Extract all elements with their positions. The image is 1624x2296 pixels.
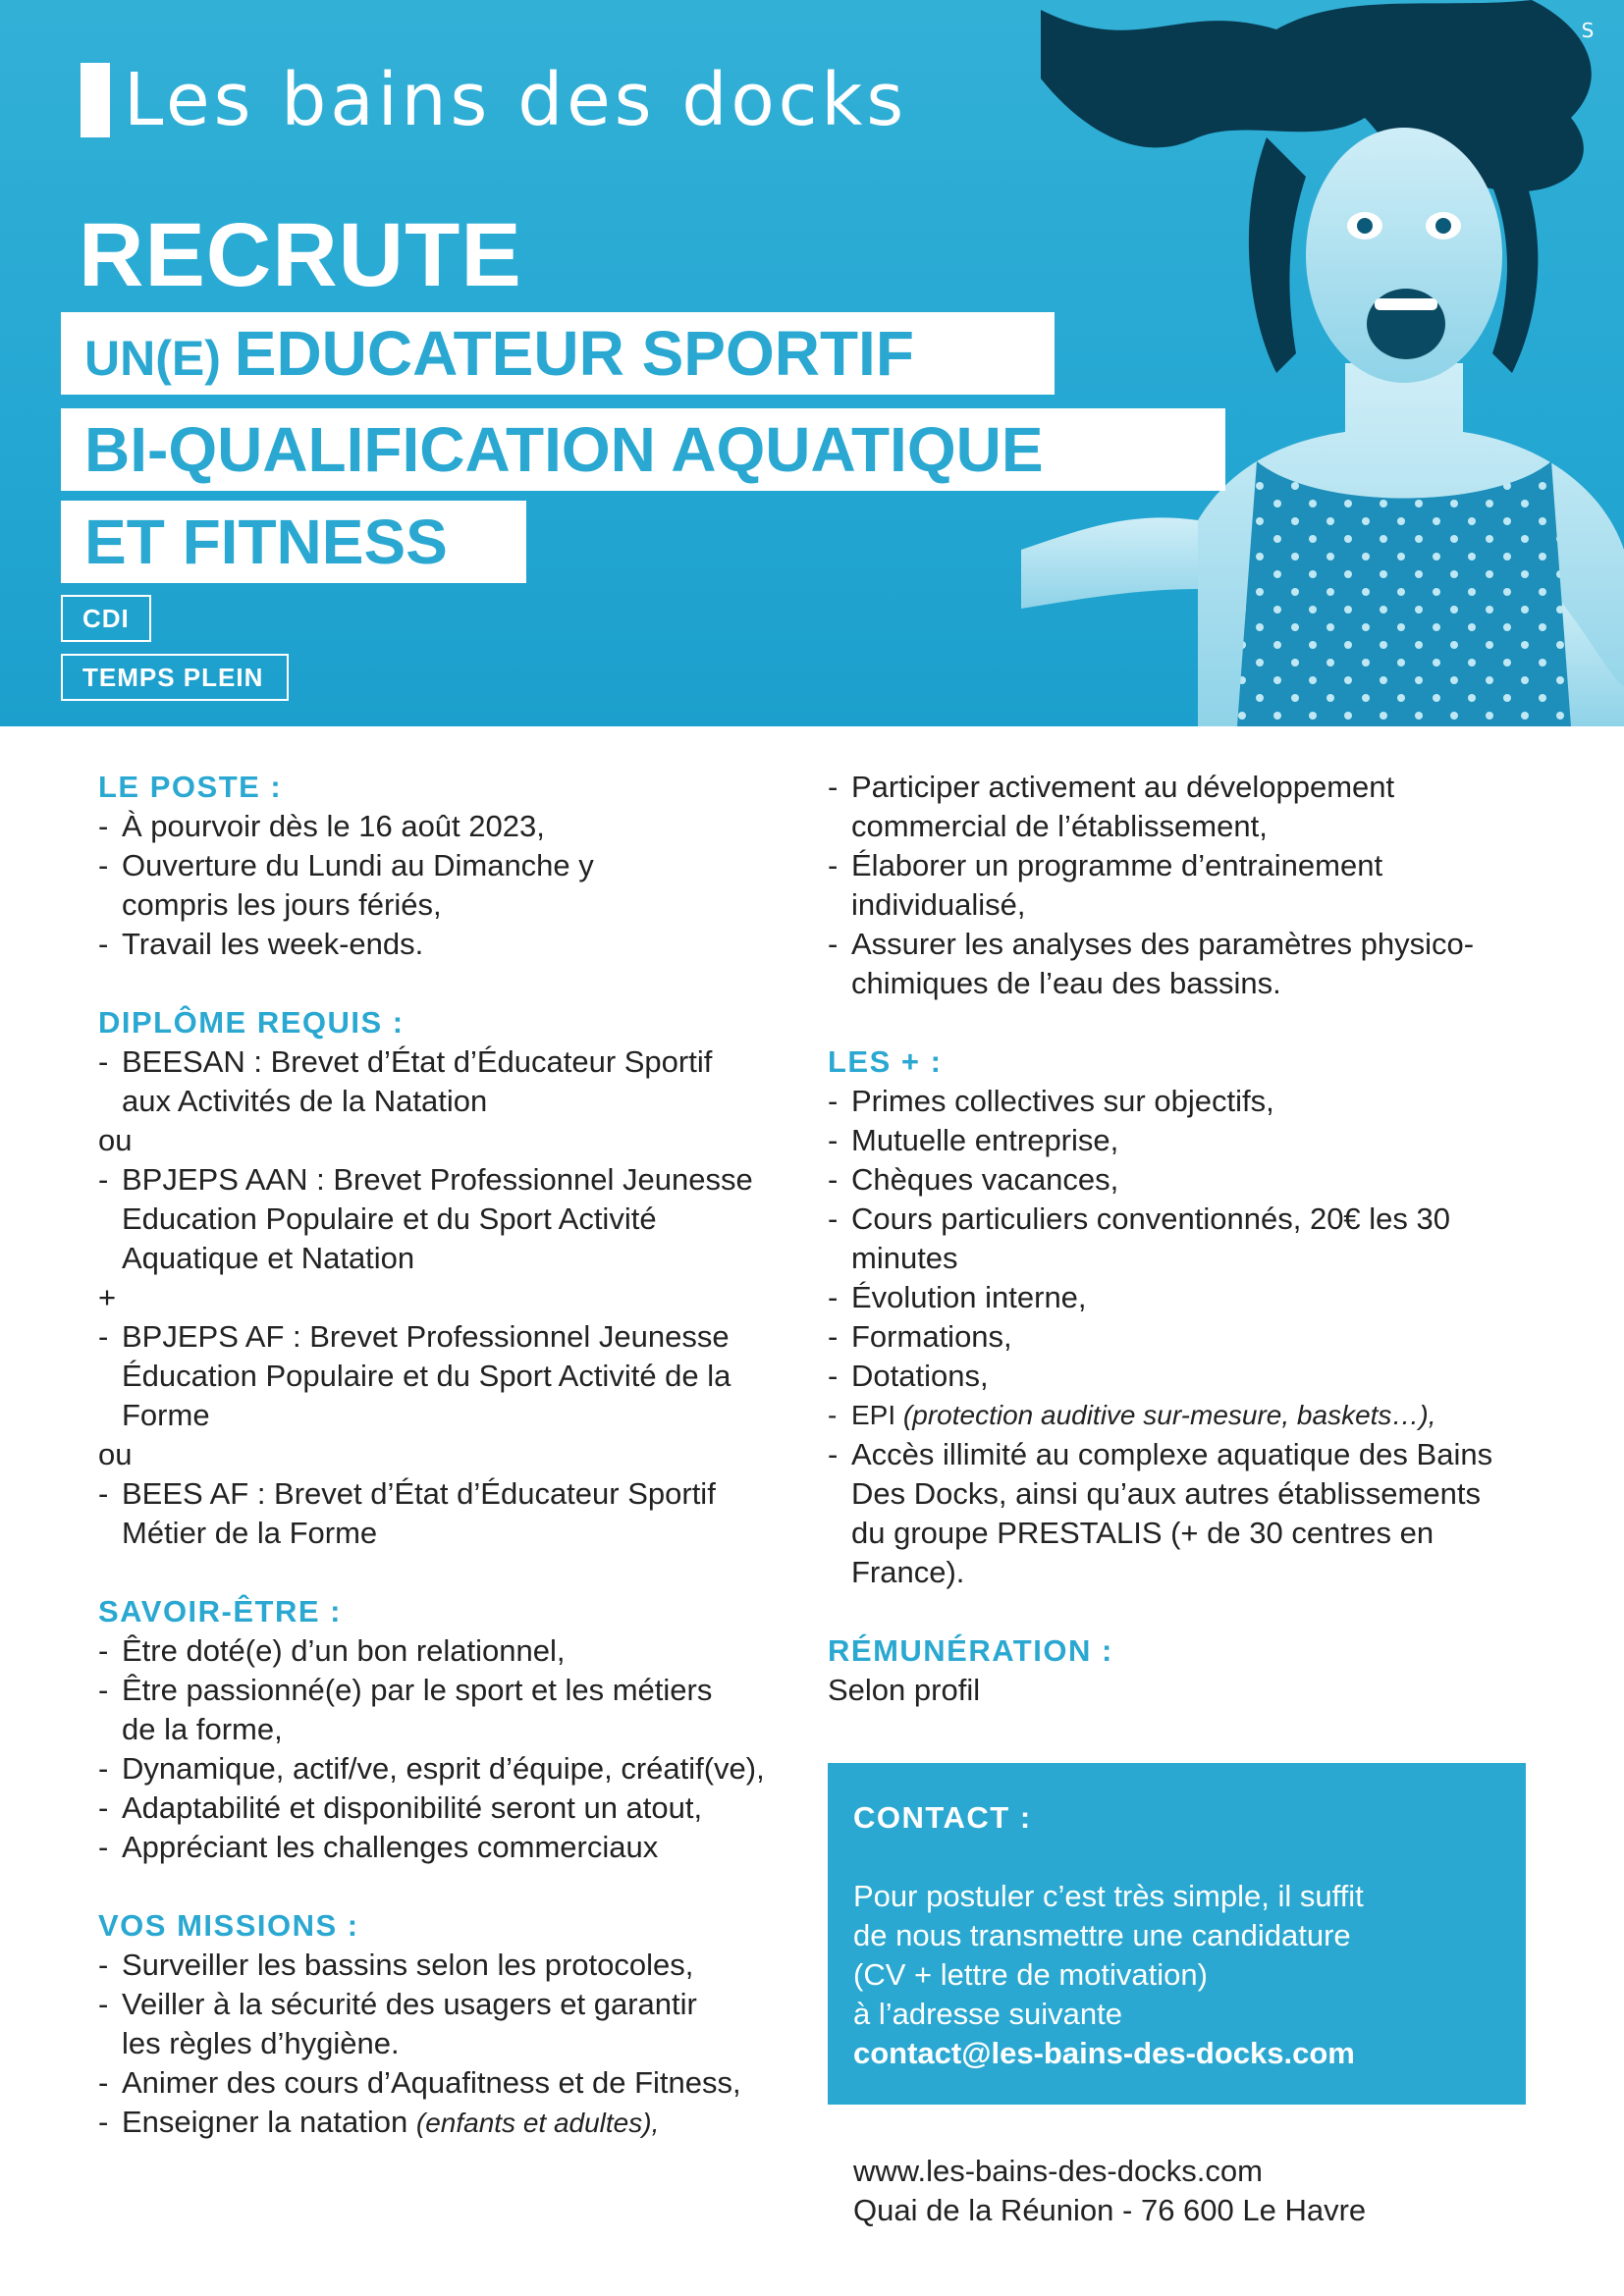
list-item: - Adaptabilité et disponibilité seront un atout, [98,1789,825,1828]
header-banner [0,0,1624,726]
list-item: - Dotations, [828,1357,1535,1396]
job-title-main: EDUCATEUR SPORTIF [234,318,914,389]
list-item: - Dynamique, actif/ve, esprit d’équipe, créatif(ve), [98,1749,766,1789]
list-item: - Cours particuliers conventionnés, 20€ les 30 minutes [828,1200,1495,1278]
address-text: Quai de la Réunion - 76 600 Le Havre [853,2193,1367,2227]
contact-title: CONTACT : [853,1800,1032,1835]
section-title: VOS MISSIONS : [98,1908,359,1943]
section-title: DIPLÔME REQUIS : [98,1005,405,1040]
list-item: - À pourvoir dès le 16 août 2023, [98,807,825,846]
job-title-line-1 [61,312,1055,395]
mission-text: Enseigner la natation [122,2105,416,2139]
website-link[interactable]: www.les-bains-des-docks.com [853,2154,1263,2188]
section-title: LES + : [828,1044,943,1079]
list-item: - Élaborer un programme d’entrainement individualisé, [828,846,1495,925]
logo-bar [81,63,110,137]
connector-text: ou [98,1437,133,1471]
s-logo-icon: S [1581,19,1595,42]
poste-section [98,768,825,964]
epi-note: (protection auditive sur-mesure, baskets…), [902,1400,1436,1430]
contact-line: de nous transmettre une candidature [853,1918,1351,1952]
left-column [98,768,825,2182]
missions-section [98,1906,825,2143]
savoir-section [98,1592,825,1867]
job-title-line-2: BI-QUALIFICATION AQUATIQUE [61,408,1225,491]
smiling-woman-photo [1021,0,1624,726]
list-item [828,1396,1535,1435]
job-title-line-3: ET FITNESS [61,501,526,583]
epi-label: EPI [851,1400,903,1430]
list-item: - Formations, [828,1317,1535,1357]
list-item: - Être passionné(e) par le sport et les métiers de la forme, [98,1671,727,1749]
list-item: - Évolution interne, [828,1278,1535,1317]
time-tag: TEMPS PLEIN [61,654,289,701]
brand-logo [81,58,923,142]
contact-line: Pour postuler c’est très simple, il suffit [853,1879,1364,1913]
connector-text: + [98,1280,117,1314]
list-item: - Travail les week-ends. [98,925,825,964]
list-item: - Surveiller les bassins selon les protocoles, [98,1946,825,1985]
mission-note: (enfants et adultes), [415,2108,660,2138]
list-item: - Veiller à la sécurité des usagers et garantir les règles d’hygiène. [98,1985,707,2063]
list-item: - Primes collectives sur objectifs, [828,1082,1535,1121]
section-title: SAVOIR-ÊTRE : [98,1594,342,1629]
contact-box [828,1763,1526,2105]
list-item: - BEES AF : Brevet d’État d’Éducateur Sportif Métier de la Forme [98,1474,746,1553]
list-item: - Assurer les analyses des paramètres physico-chimiques de l’eau des bassins. [828,925,1515,1003]
list-item: - BEESAN : Brevet d’État d’Éducateur Sportif aux Activités de la Natation [98,1042,746,1121]
right-column [828,768,1535,1749]
list-item [98,2103,825,2143]
recrute-heading: RECRUTE [79,205,522,305]
contact-line: (CV + lettre de motivation) [853,1957,1208,1992]
section-title: RÉMUNÉRATION : [828,1633,1113,1668]
contact-email-link[interactable]: contact@les-bains-des-docks.com [853,2036,1355,2070]
missions-continued [828,768,1535,1003]
plus-section [828,1042,1535,1592]
list-item: - Accès illimité au complexe aquatique des Bains Des Docks, ainsi qu’aux autres établissements du groupe PRESTALIS (+ de 30 centres en France). [828,1435,1505,1592]
list-item: - Chèques vacances, [828,1160,1535,1200]
logo-text: Les bains des docks [124,58,908,142]
list-item: - Appréciant les challenges commerciaux [98,1828,825,1867]
connector-text: ou [98,1123,133,1157]
remuneration-value: Selon profil [828,1673,981,1707]
contact-line: à l’adresse suivante [853,1997,1122,2031]
footer [853,2152,1366,2230]
list-item: - Mutuelle entreprise, [828,1121,1535,1160]
list-item: - BPJEPS AF : Brevet Professionnel Jeunesse Éducation Populaire et du Sport Activité de la Forme [98,1317,766,1435]
section-title: LE POSTE : [98,770,283,804]
list-item: - Être doté(e) d’un bon relationnel, [98,1631,825,1671]
diplome-section [98,1003,825,1553]
list-item: - Participer activement au développement commercial de l’établissement, [828,768,1515,846]
contract-tag: CDI [61,595,151,642]
remuneration-section [828,1631,1535,1710]
list-item: - Animer des cours d’Aquafitness et de Fitness, [98,2063,746,2103]
job-title-prefix: UN(E) [84,331,235,386]
list-item: - BPJEPS AAN : Brevet Professionnel Jeunesse Education Populaire et du Sport Activité Aquatique et Natation [98,1160,766,1278]
list-item: - Ouverture du Lundi au Dimanche y compris les jours fériés, [98,846,707,925]
